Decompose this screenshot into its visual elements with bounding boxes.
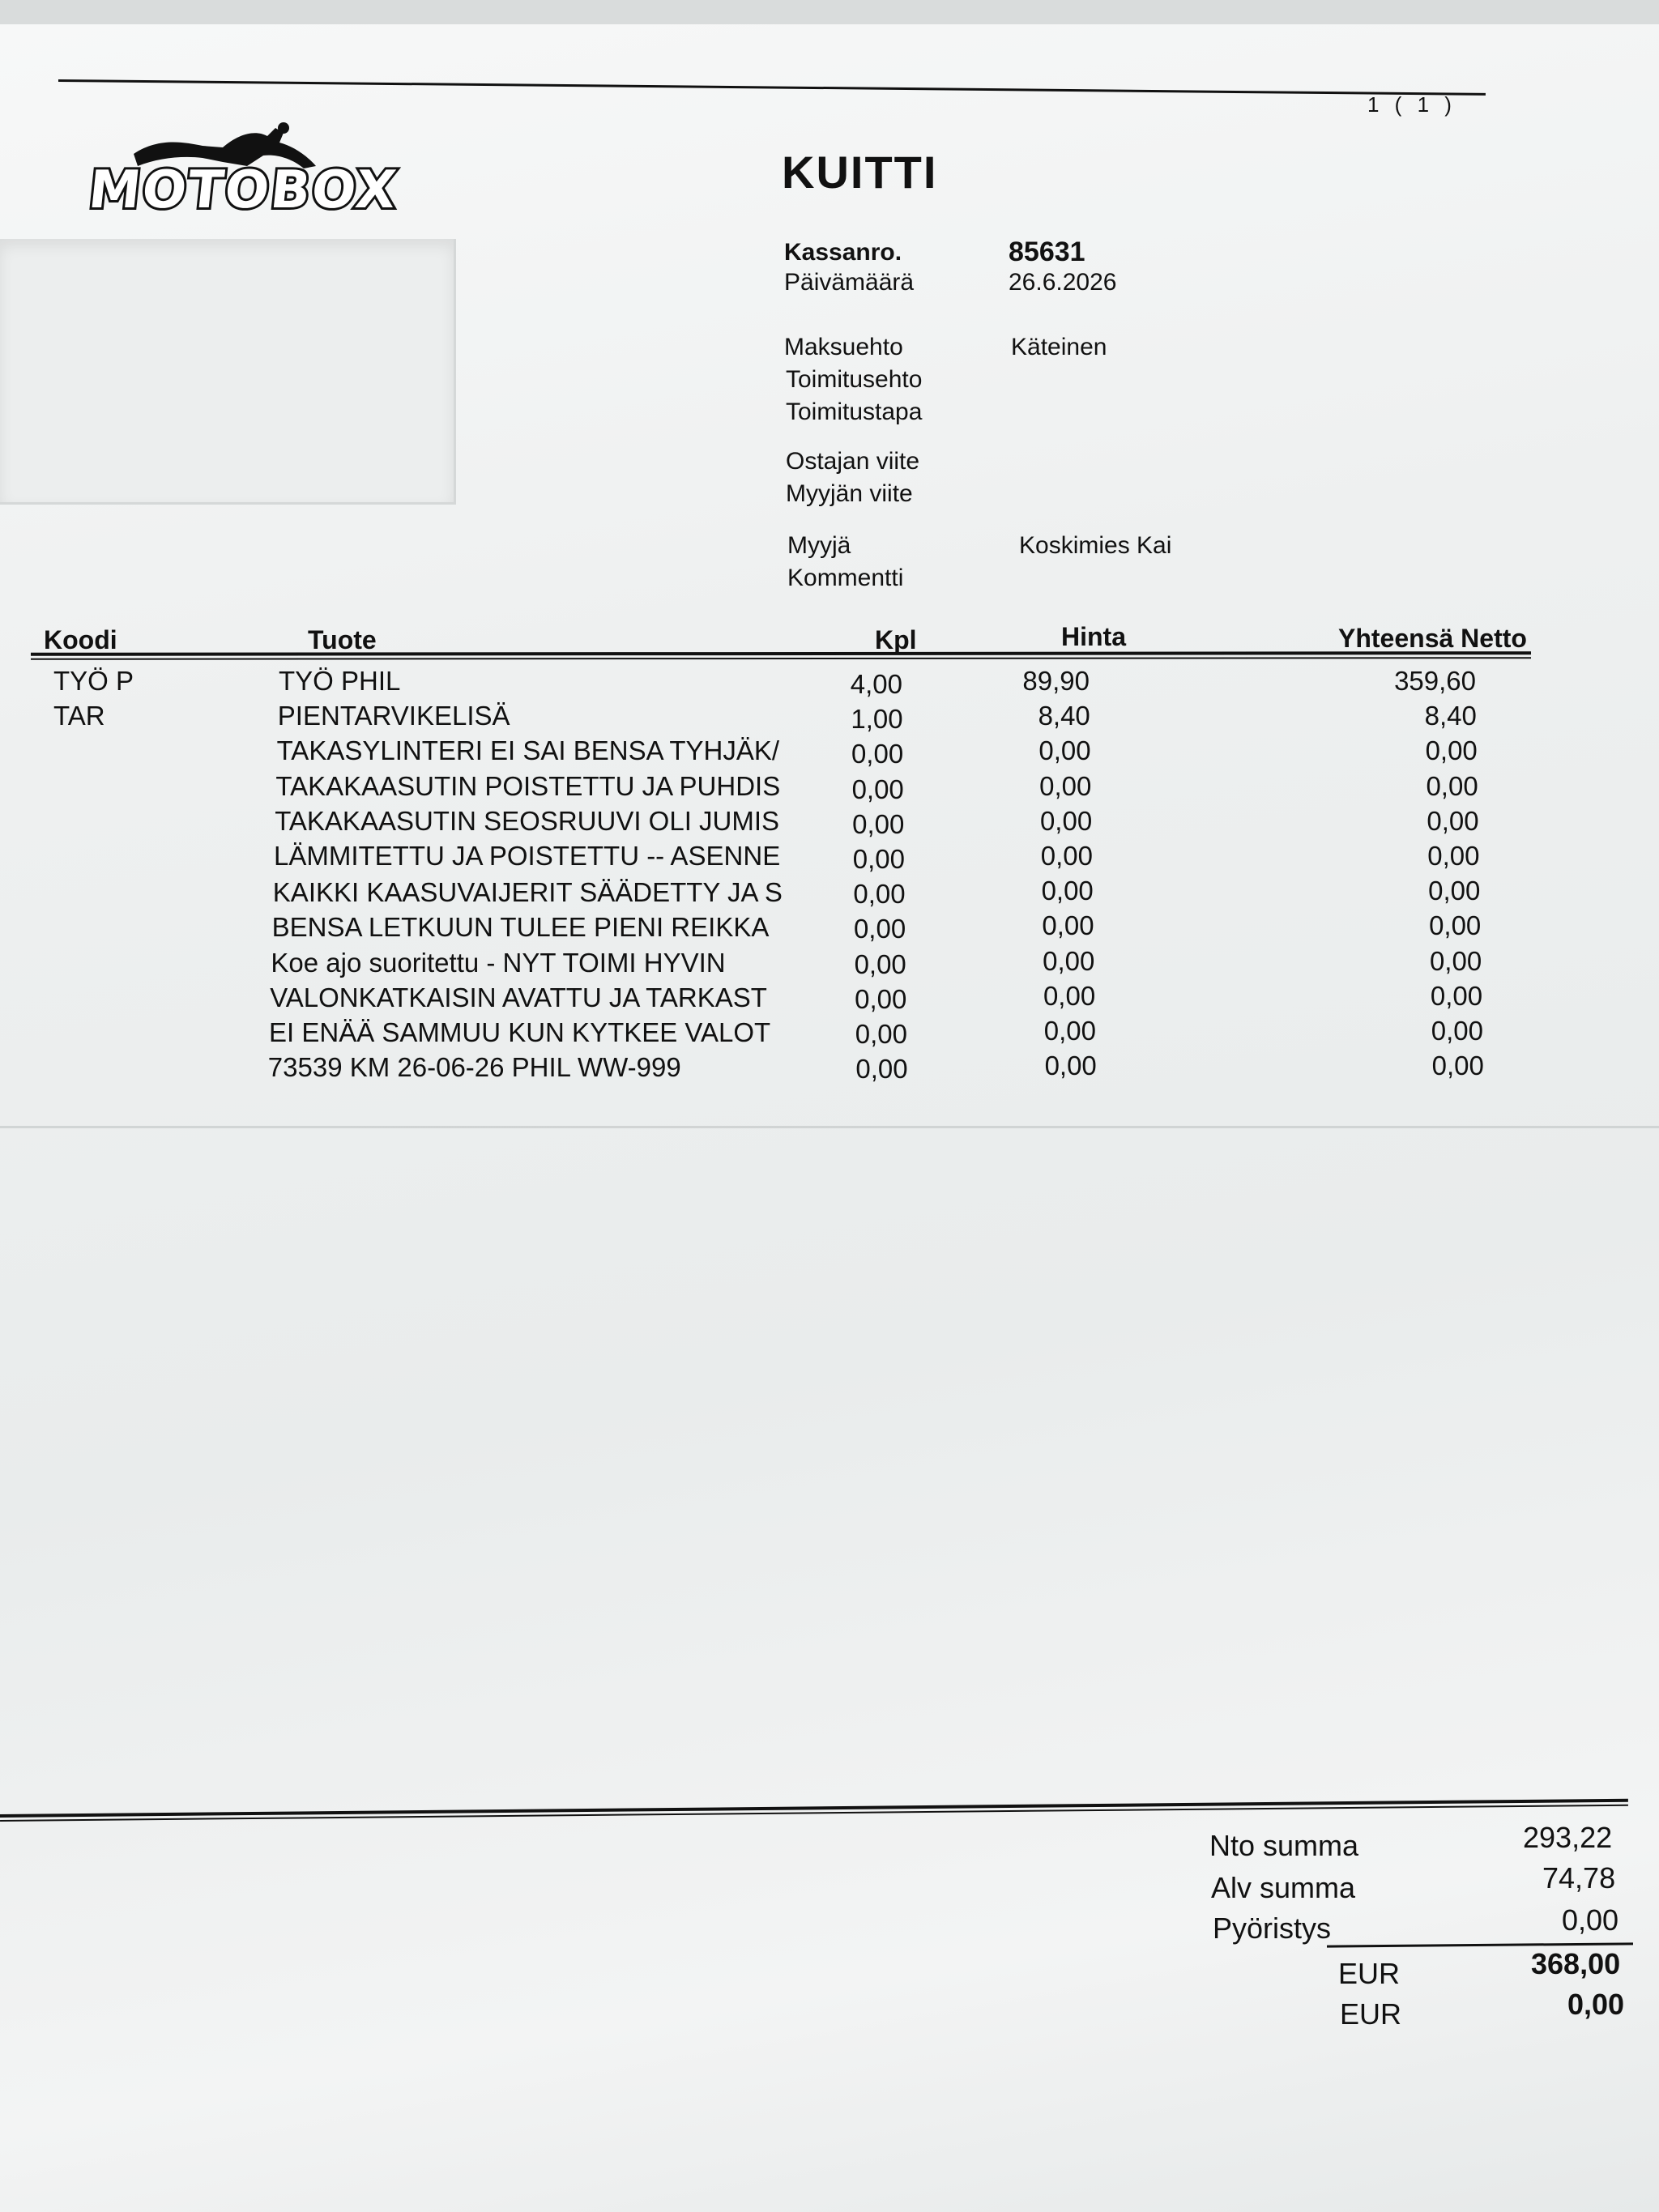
row-product: PIENTARVIKELISÄ xyxy=(277,701,510,731)
row-price: 0,00 xyxy=(1041,876,1094,906)
vat-sum-label: Alv summa xyxy=(1211,1871,1356,1904)
motobox-logo xyxy=(81,121,405,227)
row-total: 0,00 xyxy=(1430,980,1483,1011)
row-product: VALONKATKAISIN AVATTU JA TARKAST xyxy=(270,982,767,1012)
row-product: BENSA LETKUUN TULEE PIENI REIKKA xyxy=(271,912,770,943)
rounding-value: 0,00 xyxy=(1562,1903,1619,1937)
net-sum-label: Nto summa xyxy=(1209,1829,1359,1862)
row-price: 0,00 xyxy=(1038,735,1091,766)
logo-wordmark: MOTOBOX xyxy=(86,160,401,220)
row-total: 0,00 xyxy=(1426,770,1478,801)
row-product: Koe ajo suoritettu - NYT TOIMI HYVIN xyxy=(271,947,726,978)
row-total: 0,00 xyxy=(1429,910,1482,941)
row-product: 73539 KM 26-06-26 PHIL WW-999 xyxy=(267,1052,681,1083)
page-indicator: 1 ( 1 ) xyxy=(1367,92,1456,117)
row-code: TAR xyxy=(53,701,105,731)
kassanro-value: 85631 xyxy=(1009,237,1085,267)
net-sum-value: 293,22 xyxy=(1523,1821,1613,1854)
row-total: 0,00 xyxy=(1431,1051,1484,1081)
row-total: 0,00 xyxy=(1431,1016,1483,1046)
payment-terms-label: Maksuehto xyxy=(784,334,903,360)
row-qty: 0,00 xyxy=(855,1054,908,1085)
header-double-rule xyxy=(31,651,1531,660)
rounding-label: Pyöristys xyxy=(1213,1912,1332,1945)
seller-label: Myyjä xyxy=(787,532,851,559)
row-price: 8,40 xyxy=(1038,701,1090,731)
eur-paid-label: EUR xyxy=(1340,1997,1402,2031)
row-total: 8,40 xyxy=(1424,701,1477,731)
row-product: KAIKKI KAASUVAIJERIT SÄÄDETTY JA S xyxy=(272,877,783,908)
delivery-terms-label: Toimitusehto xyxy=(786,366,923,393)
row-total: 0,00 xyxy=(1429,945,1482,976)
row-total: 359,60 xyxy=(1394,666,1476,696)
row-qty: 0,00 xyxy=(851,774,904,804)
buyer-reference-label: Ostajan viite xyxy=(786,448,920,475)
row-product: TYÖ PHIL xyxy=(279,666,401,696)
row-total: 0,00 xyxy=(1427,805,1479,836)
row-qty: 0,00 xyxy=(852,808,905,839)
eur-total-label: EUR xyxy=(1338,1957,1401,1990)
column-header-qty: Kpl xyxy=(875,625,917,654)
receipt-title: KUITTI xyxy=(782,147,938,198)
column-header-price: Hinta xyxy=(1061,622,1126,651)
row-qty: 0,00 xyxy=(855,983,907,1014)
row-product: LÄMMITETTU JA POISTETTU -- ASENNE xyxy=(274,841,781,871)
row-price: 0,00 xyxy=(1040,841,1093,871)
row-price: 0,00 xyxy=(1039,770,1092,801)
row-price: 0,00 xyxy=(1043,1016,1096,1046)
row-price: 0,00 xyxy=(1039,805,1093,836)
envelope-window-cutout xyxy=(0,239,456,505)
row-qty: 1,00 xyxy=(851,704,903,735)
row-price: 0,00 xyxy=(1044,1051,1097,1081)
row-price: 0,00 xyxy=(1042,910,1094,941)
eur-total-value: 368,00 xyxy=(1531,1947,1621,1980)
row-product: EI ENÄÄ SAMMUU KUN KYTKEE VALOT xyxy=(269,1017,771,1047)
seller-reference-label: Myyjän viite xyxy=(786,480,913,507)
paper-fold-line xyxy=(0,1126,1659,1128)
row-qty: 0,00 xyxy=(851,739,904,769)
row-total: 0,00 xyxy=(1428,876,1481,906)
row-qty: 0,00 xyxy=(853,879,906,910)
row-qty: 4,00 xyxy=(850,669,902,699)
row-qty: 0,00 xyxy=(853,914,906,944)
delivery-method-label: Toimitustapa xyxy=(786,399,923,425)
row-qty: 0,00 xyxy=(854,948,906,979)
row-code: TYÖ P xyxy=(53,666,134,696)
row-price: 0,00 xyxy=(1043,980,1096,1011)
row-product: TAKAKAASUTIN SEOSRUUVI OLI JUMIS xyxy=(275,805,780,836)
row-price: 0,00 xyxy=(1043,945,1095,976)
row-product: TAKAKAASUTIN POISTETTU JA PUHDIS xyxy=(275,770,781,801)
date-label: Päivämäärä xyxy=(784,269,915,296)
column-header-total: Yhteensä Netto xyxy=(1338,624,1527,653)
row-total: 0,00 xyxy=(1427,841,1480,871)
kassanro-label: Kassanro. xyxy=(784,239,902,266)
column-header-product: Tuote xyxy=(308,625,377,654)
row-product: TAKASYLINTERI EI SAI BENSA TYHJÄK/ xyxy=(276,735,780,766)
comment-label: Kommentti xyxy=(787,565,904,591)
column-header-code: Koodi xyxy=(44,625,117,654)
date-value: 26.6.2026 xyxy=(1009,269,1117,296)
row-price: 89,90 xyxy=(1022,666,1090,696)
row-total: 0,00 xyxy=(1425,735,1478,766)
vat-sum-value: 74,78 xyxy=(1542,1861,1616,1894)
row-qty: 0,00 xyxy=(855,1019,907,1049)
row-qty: 0,00 xyxy=(852,844,905,874)
payment-terms-value: Käteinen xyxy=(1011,334,1107,360)
eur-paid-value: 0,00 xyxy=(1567,1988,1625,2021)
seller-value: Koskimies Kai xyxy=(1019,532,1172,559)
